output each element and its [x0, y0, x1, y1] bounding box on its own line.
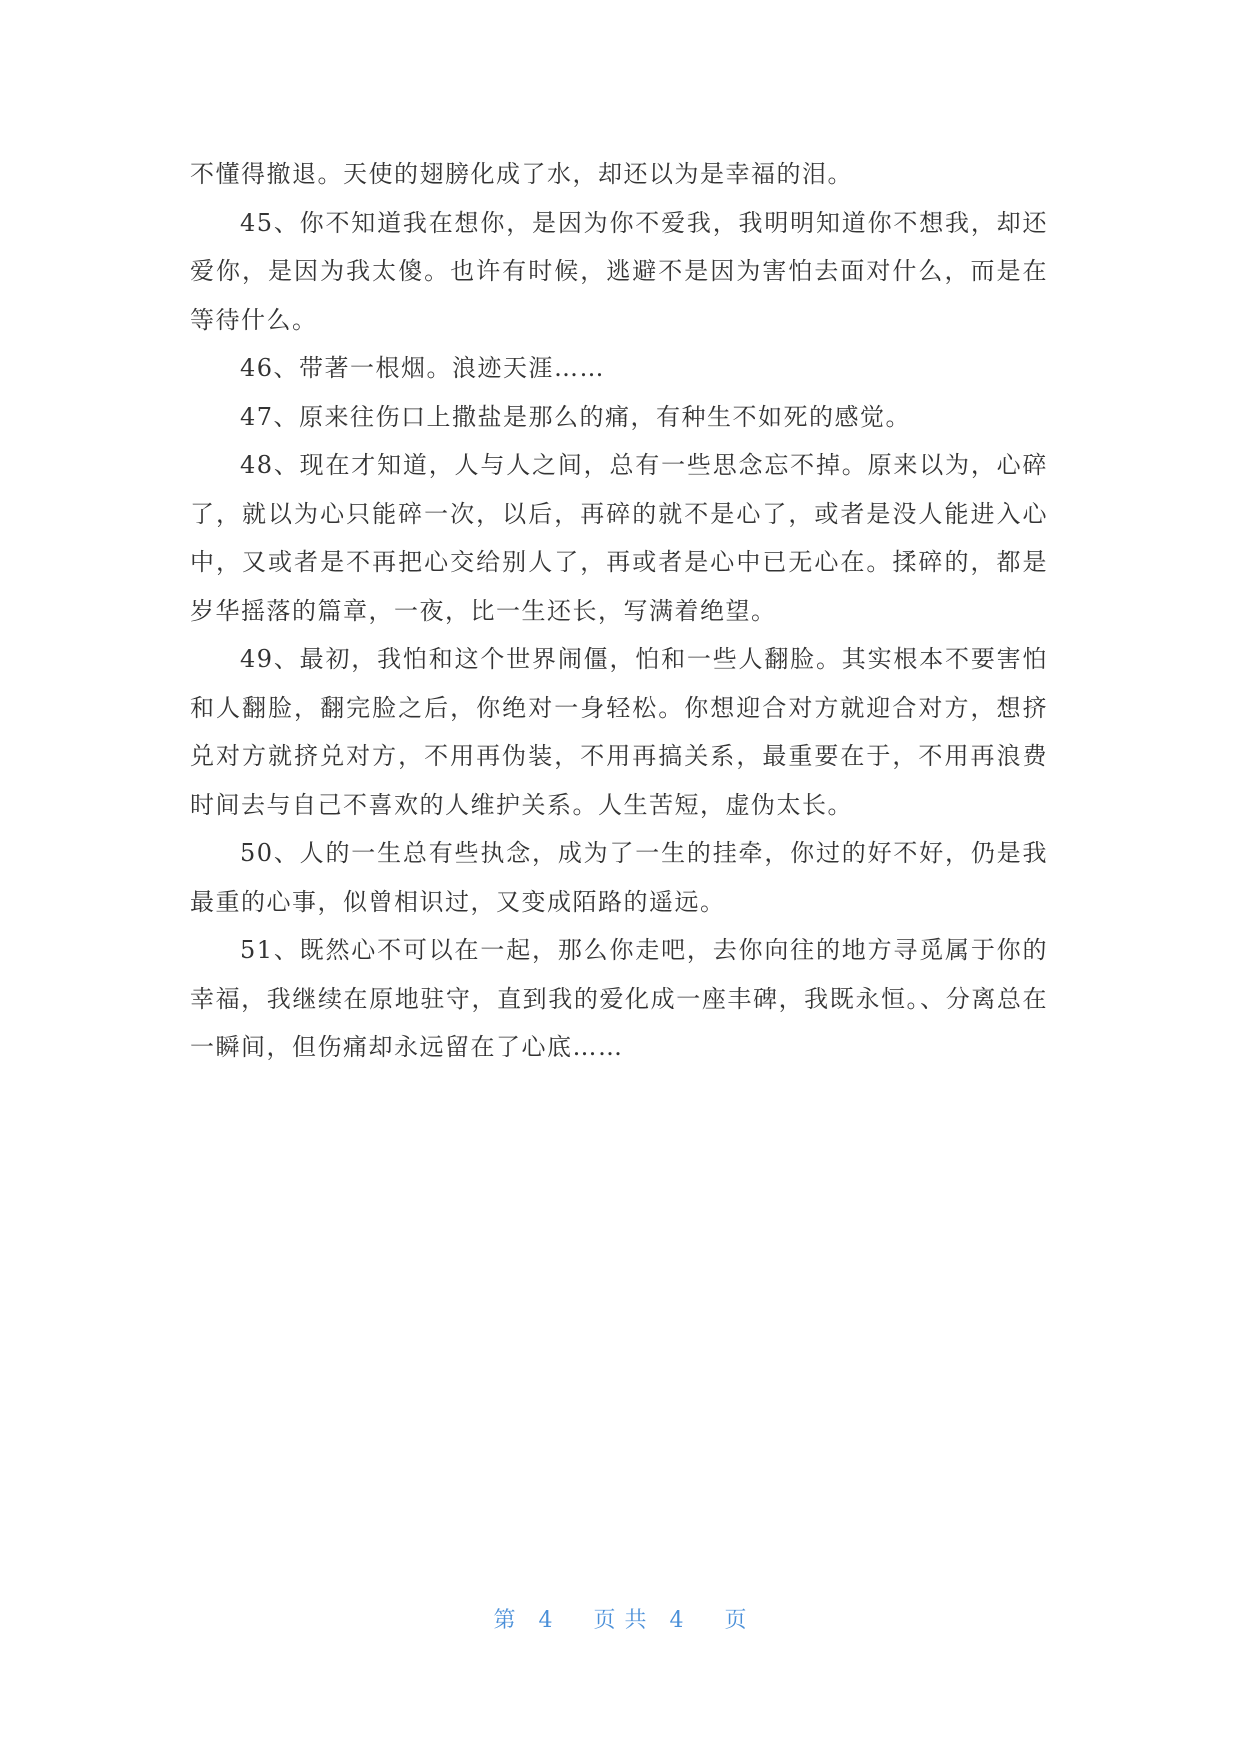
- footer-total-pages: 4: [669, 1608, 685, 1633]
- document-body: [190, 150, 1048, 1072]
- footer-suffix: 页: [724, 1608, 748, 1633]
- paragraph-48: 48、现在才知道，人与人之间，总有一些思念忘不掉。原来以为，心碎了，就以为心只能碎一次，以后，再碎的就不是心了，或者是没人能进入心中，又或者是不再把心交给别人了，再或者是心中已无心在。揉碎的，都是岁华摇落的篇章，一夜，比一生还长，写满着绝望。: [190, 451, 1048, 625]
- footer-middle: 页 共: [593, 1608, 648, 1633]
- paragraph-51: 51、既然心不可以在一起，那么你走吧，去你向往的地方寻觅属于你的幸福，我继续在原地驻守，直到我的爱化成一座丰碑，我既永恒。、分离总在一瞬间，但伤痛却永远留在了心底……: [190, 936, 1048, 1061]
- paragraph-47: 47、原来往伤口上撒盐是那么的痛，有种生不如死的感觉。: [240, 402, 912, 431]
- footer-current-page: 4: [538, 1608, 554, 1633]
- paragraph-49: 49、最初，我怕和这个世界闹僵，怕和一些人翻脸。其实根本不要害怕和人翻脸，翻完脸之后，你绝对一身轻松。你想迎合对方就迎合对方，想挤兑对方就挤兑对方，不用再伪装，不用再搞关系，最重要在于，不用再浪费时间去与自己不喜欢的人维护关系。人生苦短，虚伪太长。: [190, 645, 1048, 819]
- page-footer: [0, 1603, 1241, 1634]
- paragraph-45: 45、你不知道我在想你，是因为你不爱我，我明明知道你不想我，却还爱你，是因为我太傻。也许有时候，逃避不是因为害怕去面对什么，而是在等待什么。: [190, 208, 1048, 334]
- paragraph-50: 50、人的一生总有些执念，成为了一生的挂牵，你过的好不好，仍是我最重的心事，似曾相识过，又变成陌路的遥远。: [190, 839, 1048, 916]
- paragraph-continuation: 不懂得撤退。天使的翅膀化成了水，却还以为是幸福的泪。: [190, 160, 853, 188]
- paragraph-46: 46、带著一根烟。浪迹天涯……: [240, 354, 606, 382]
- footer-prefix: 第: [493, 1608, 517, 1633]
